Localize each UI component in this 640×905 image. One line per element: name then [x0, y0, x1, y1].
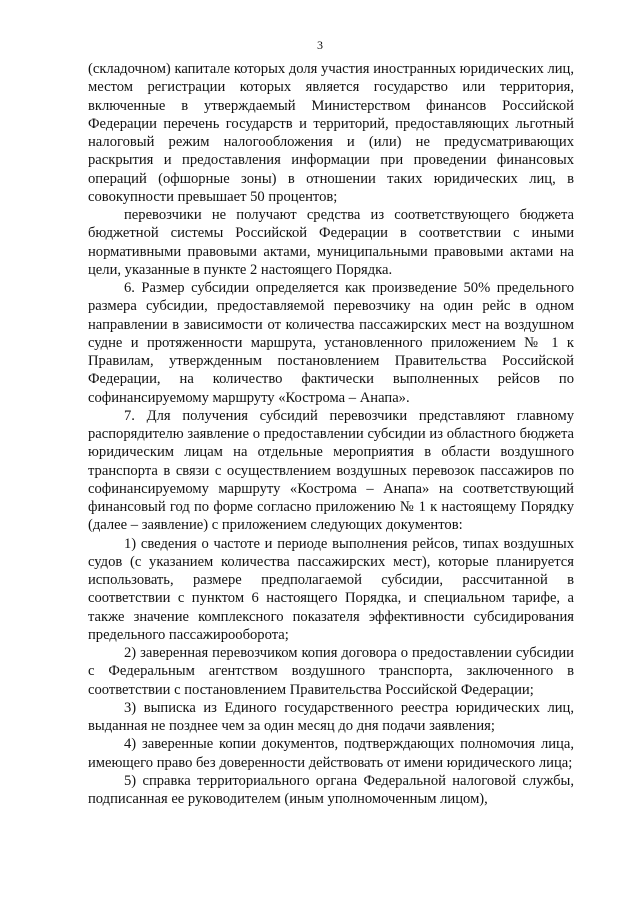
document-body — [88, 60, 574, 808]
list-item-4: 4) заверенные копии документов, подтверждающих полномочия лица, имеющего право без доверенности действовать от имени юридического лица; — [88, 736, 574, 771]
paragraph-carriers-funding: перевозчики не получают средства из соответствующего бюджета бюджетной системы Российской Федерации в соответствии с иными нормативными правовыми актами, муниципальными правовыми актами на цели, указанные в пункте 2 настоящего Порядка. — [88, 207, 574, 278]
list-item-2: 2) заверенная перевозчиком копия договора о предоставлении субсидии с Федеральным агентством воздушного транспорта, заключенного в соответствии с постановлением Правительства Российской Федерации; — [88, 645, 574, 698]
paragraph-continuation: (складочном) капитале которых доля участия иностранных юридических лиц, местом регистрации которых является государство или территория, включенные в утверждаемый Министерством финансов Российской Федерации перечень государств и территорий, предоставляющих льготный налоговый режим налогообложения и (или) не предусматривающих раскрытия и предоставления информации при проведении финансовых операций (офшорные зоны) в отношении таких юридических лиц, в совокупности превышает 50 процентов; — [88, 61, 574, 205]
list-item-1: 1) сведения о частоте и периоде выполнения рейсов, типах воздушных судов (с указанием количества пассажирских мест), которые планируется использовать, размере предполагаемой субсидии, рассчитанной в соответствии с пунктом 6 настоящего Порядка, и специальном тарифе, а также значение комплексного показателя эффективности субсидирования предельного пассажирооборота; — [88, 535, 574, 643]
paragraph-item-7: 7. Для получения субсидий перевозчики представляют главному распорядителю заявление о предоставлении субсидии из областного бюджета юридическим лицам на отдельные мероприятия в области воздушного транспорта в связи с осуществлением воздушных перевозок пассажиров по софинансируемому маршруту «Кострома – Анапа» на соответствующий финансовый год по форме согласно приложению № 1 к настоящему Порядку (далее – заявление) с приложением следующих документов: — [88, 407, 574, 534]
page-number: 3 — [317, 38, 323, 52]
paragraph-item-6: 6. Размер субсидии определяется как произведение 50% предельного размера субсидии, предоставляемой перевозчику на один рейс в одном направлении в зависимости от количества пассажирских мест на воздушном судне и протяженности маршрута, установленного приложением № 1 к Правилам, утвержденным постановлением Правительства Российской Федерации, на количество фактически выполненных рейсов по софинансируемому маршруту «Кострома – Анапа». — [88, 280, 574, 406]
list-item-3: 3) выписка из Единого государственного реестра юридических лиц, выданная не позднее чем за один месяц до дня подачи заявления; — [88, 699, 574, 734]
list-item-5: 5) справка территориального органа Федеральной налоговой службы, подписанная ее руководителем (иным уполномоченным лицом), — [88, 772, 574, 807]
